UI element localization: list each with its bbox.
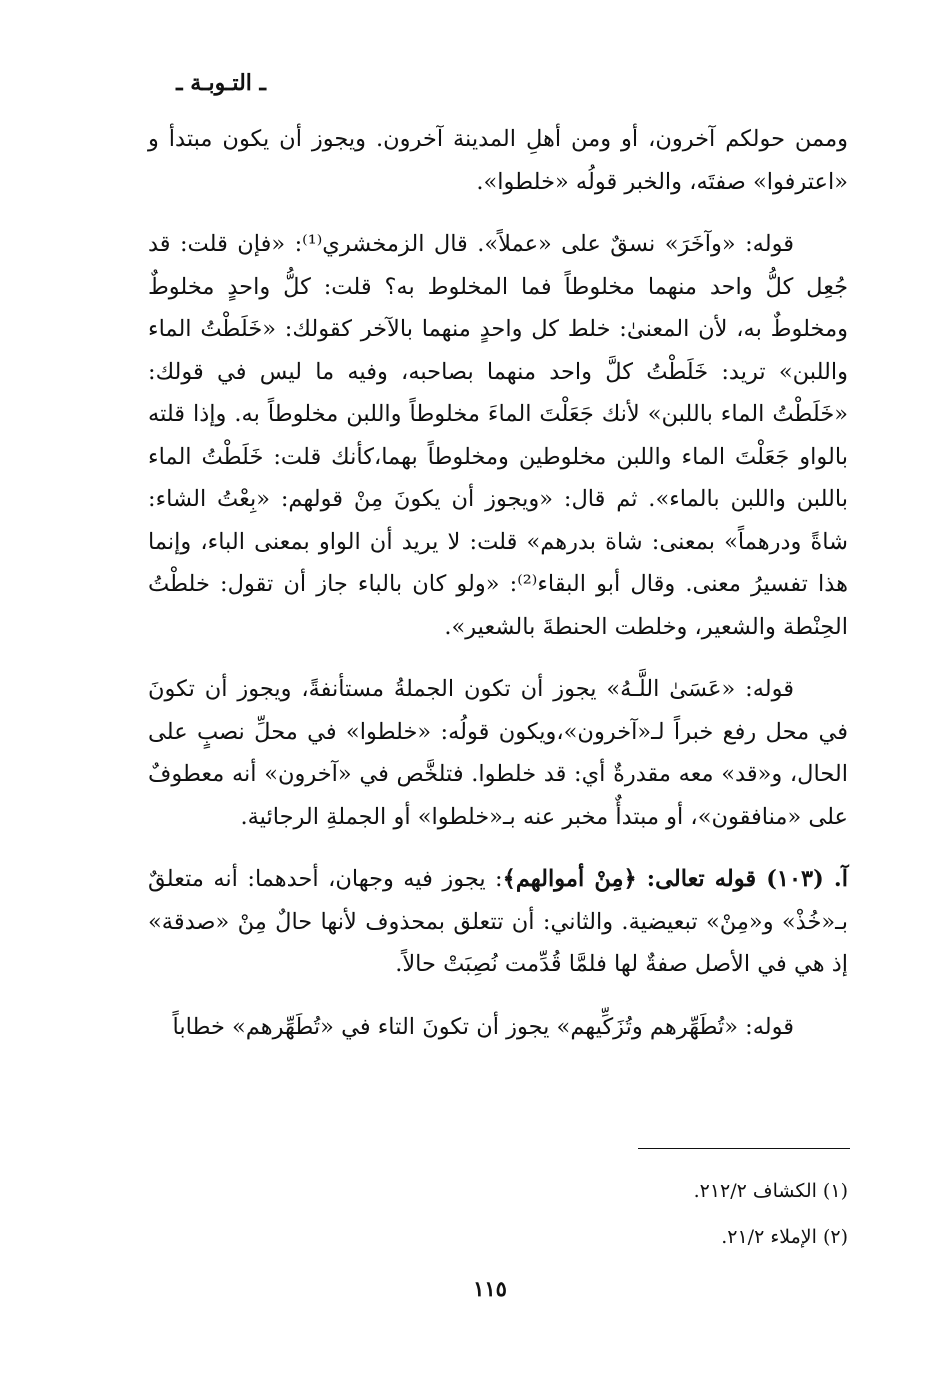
footnote-1: (١) الكشاف ٢١٢/٢. xyxy=(693,1180,848,1202)
footnote-separator xyxy=(638,1148,850,1149)
paragraph-2: قوله: «وآخَرَ» نسقٌ على «عملاً». قال الزمخشري⁽¹⁾: «فإن قلت: قد جُعِل كلُّ واحد منهما مخلوطاً فما المخلوط به؟ قلت: كلُّ واحدٍ مخلوطٌ ومخلوطٌ به، لأن المعنىٰ: خلط كل واحدٍ منهما بالآخر كقولك: «خَلَطْتُ الماء واللبن» تريد: خَلَطْتُ كلَّ واحد منهما بصاحبه، وفيه ما ليس في قولك: «خَلَطْتُ الماء باللبن» لأنك جَعَلْتَ الماءَ مخلوطاً واللبن مخلوطاً به. وإذا قلته بالواو جَعَلْتَ الماء واللبن مخلوطين ومخلوطاً بهما،كأنك قلت: خَلَطْتُ الماء باللبن واللبن بالماء». ثم قال: «ويجوز أن يكونَ مِنْ قولهم: «بِعْتُ الشاء: شاةً ودرهماً» بمعنى: شاة بدرهم» قلت: لا يريد أن الواو بمعنى الباء، وإنما هذا تفسيرُ معنى. وقال أبو البقاء⁽²⁾: «ولو كان بالباء جاز أن تقول: خلطْتُ الحِنْطة والشعير، وخلطت الحنطةَ بالشعير». xyxy=(148,231,848,640)
verse-paragraph xyxy=(148,858,848,986)
paragraph-1: وممن حولكم آخرون، أو ومن أهلِ المدينة آخرون. ويجوز أن يكون مبتدأ و «اعترفوا» صفتَه، والخبر قولُه «خلطوا». xyxy=(148,126,848,195)
footnote-2: (٢) الإملاء ٢١/٢. xyxy=(721,1226,848,1248)
verse-lead: آ. (١٠٣) قوله تعالى: ﴿مِنْ أموالهم﴾ xyxy=(502,866,848,892)
paragraph-3: قوله: «عَسَىٰ اللَّـهُ» يجوز أن تكون الجملةُ مستأنفةً، ويجوز أن تكونَ في محل رفع خبراً لـ«آخرون»،ويكون قولُه: «خلطوا» في محلِّ نصبٍ على الحال، و«قد» معه مقدرةٌ أي: قد خلطوا. فتلخَّص في «آخرون» أنه معطوفٌ على «منافقون»، أو مبتدأٌ مخبر عنه بـ«خلطوا» أو الجملةِ الرجائية. xyxy=(148,676,848,830)
page-number: ١١٥ xyxy=(473,1276,507,1301)
running-title: ـ التـوبـة ـ xyxy=(176,70,266,96)
verse-text: : يجوز فيه وجهان، أحدهما: أنه متعلقٌ بـ«خُذْ» و«مِنْ» تبعيضية. والثاني: أن تتعلق بمحذوف لأنها حالٌ مِنْ «صدقة» إذ هي في الأصل صفةٌ لها فلمَّا قُدِّمت نُصِبَتْ حالاً. xyxy=(148,866,848,977)
main-text xyxy=(148,118,848,1068)
footnotes xyxy=(348,1168,848,1260)
paragraph-last: قوله: «تُطَهِّرهم وتُزَكِّيهم» يجوز أن تكونَ التاء في «تُطَهِّرهم» خطاباً xyxy=(172,1013,794,1040)
